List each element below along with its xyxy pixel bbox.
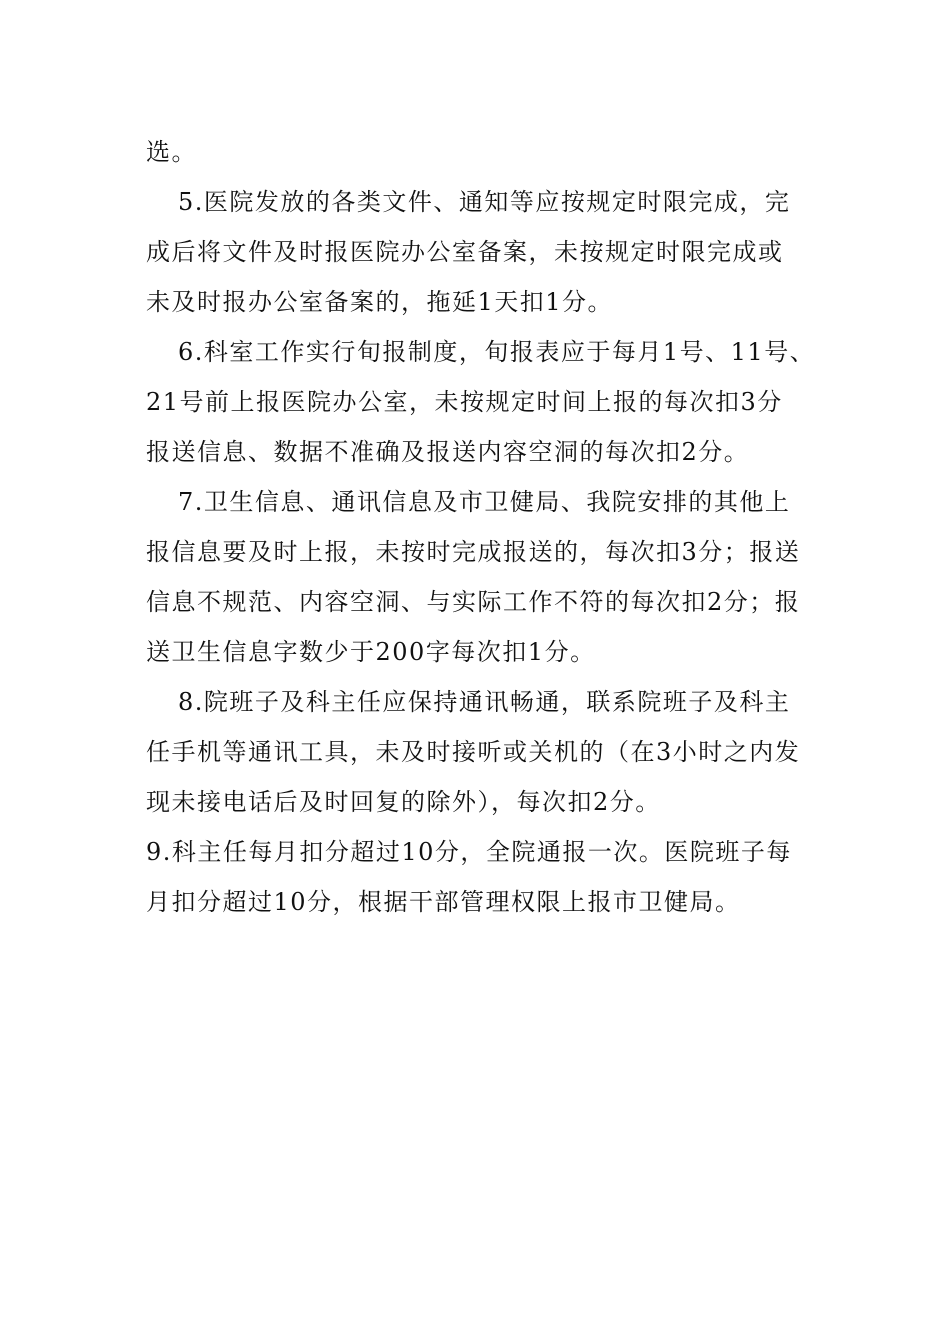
text-line-16: 月扣分超过10分，根据干部管理权限上报市卫健局。: [146, 888, 741, 916]
text-line-2: 5.医院发放的各类文件、通知等应按规定时限完成，完: [178, 188, 791, 216]
text-line-1: 选。: [146, 138, 197, 166]
text-line-12: 8.院班子及科主任应保持通讯畅通，联系院班子及科主: [178, 688, 791, 716]
text-line-3: 成后将文件及时报医院办公室备案，未按规定时限完成或: [146, 238, 784, 266]
text-line-15: 9.科主任每月扣分超过10分，全院通报一次。医院班子每: [146, 838, 792, 866]
text-line-7: 报送信息、数据不准确及报送内容空洞的每次扣2分。: [146, 438, 750, 466]
text-line-10: 信息不规范、内容空洞、与实际工作不符的每次扣2分；报: [146, 588, 801, 616]
text-line-13: 任手机等通讯工具，未及时接听或关机的（在3小时之内发: [146, 738, 801, 766]
text-line-9: 报信息要及时上报，未按时完成报送的，每次扣3分；报送: [146, 538, 801, 566]
text-line-5: 6.科室工作实行旬报制度，旬报表应于每月1号、11号、: [178, 338, 816, 366]
text-line-11: 送卫生信息字数少于200字每次扣1分。: [146, 638, 596, 666]
text-line-6: 21号前上报医院办公室，未按规定时间上报的每次扣3分: [146, 388, 783, 416]
text-line-8: 7.卫生信息、通讯信息及市卫健局、我院安排的其他上: [178, 488, 791, 516]
text-line-14: 现未接电话后及时回复的除外），每次扣2分。: [146, 788, 661, 816]
text-line-4: 未及时报办公室备案的，拖延1天扣1分。: [146, 288, 614, 316]
